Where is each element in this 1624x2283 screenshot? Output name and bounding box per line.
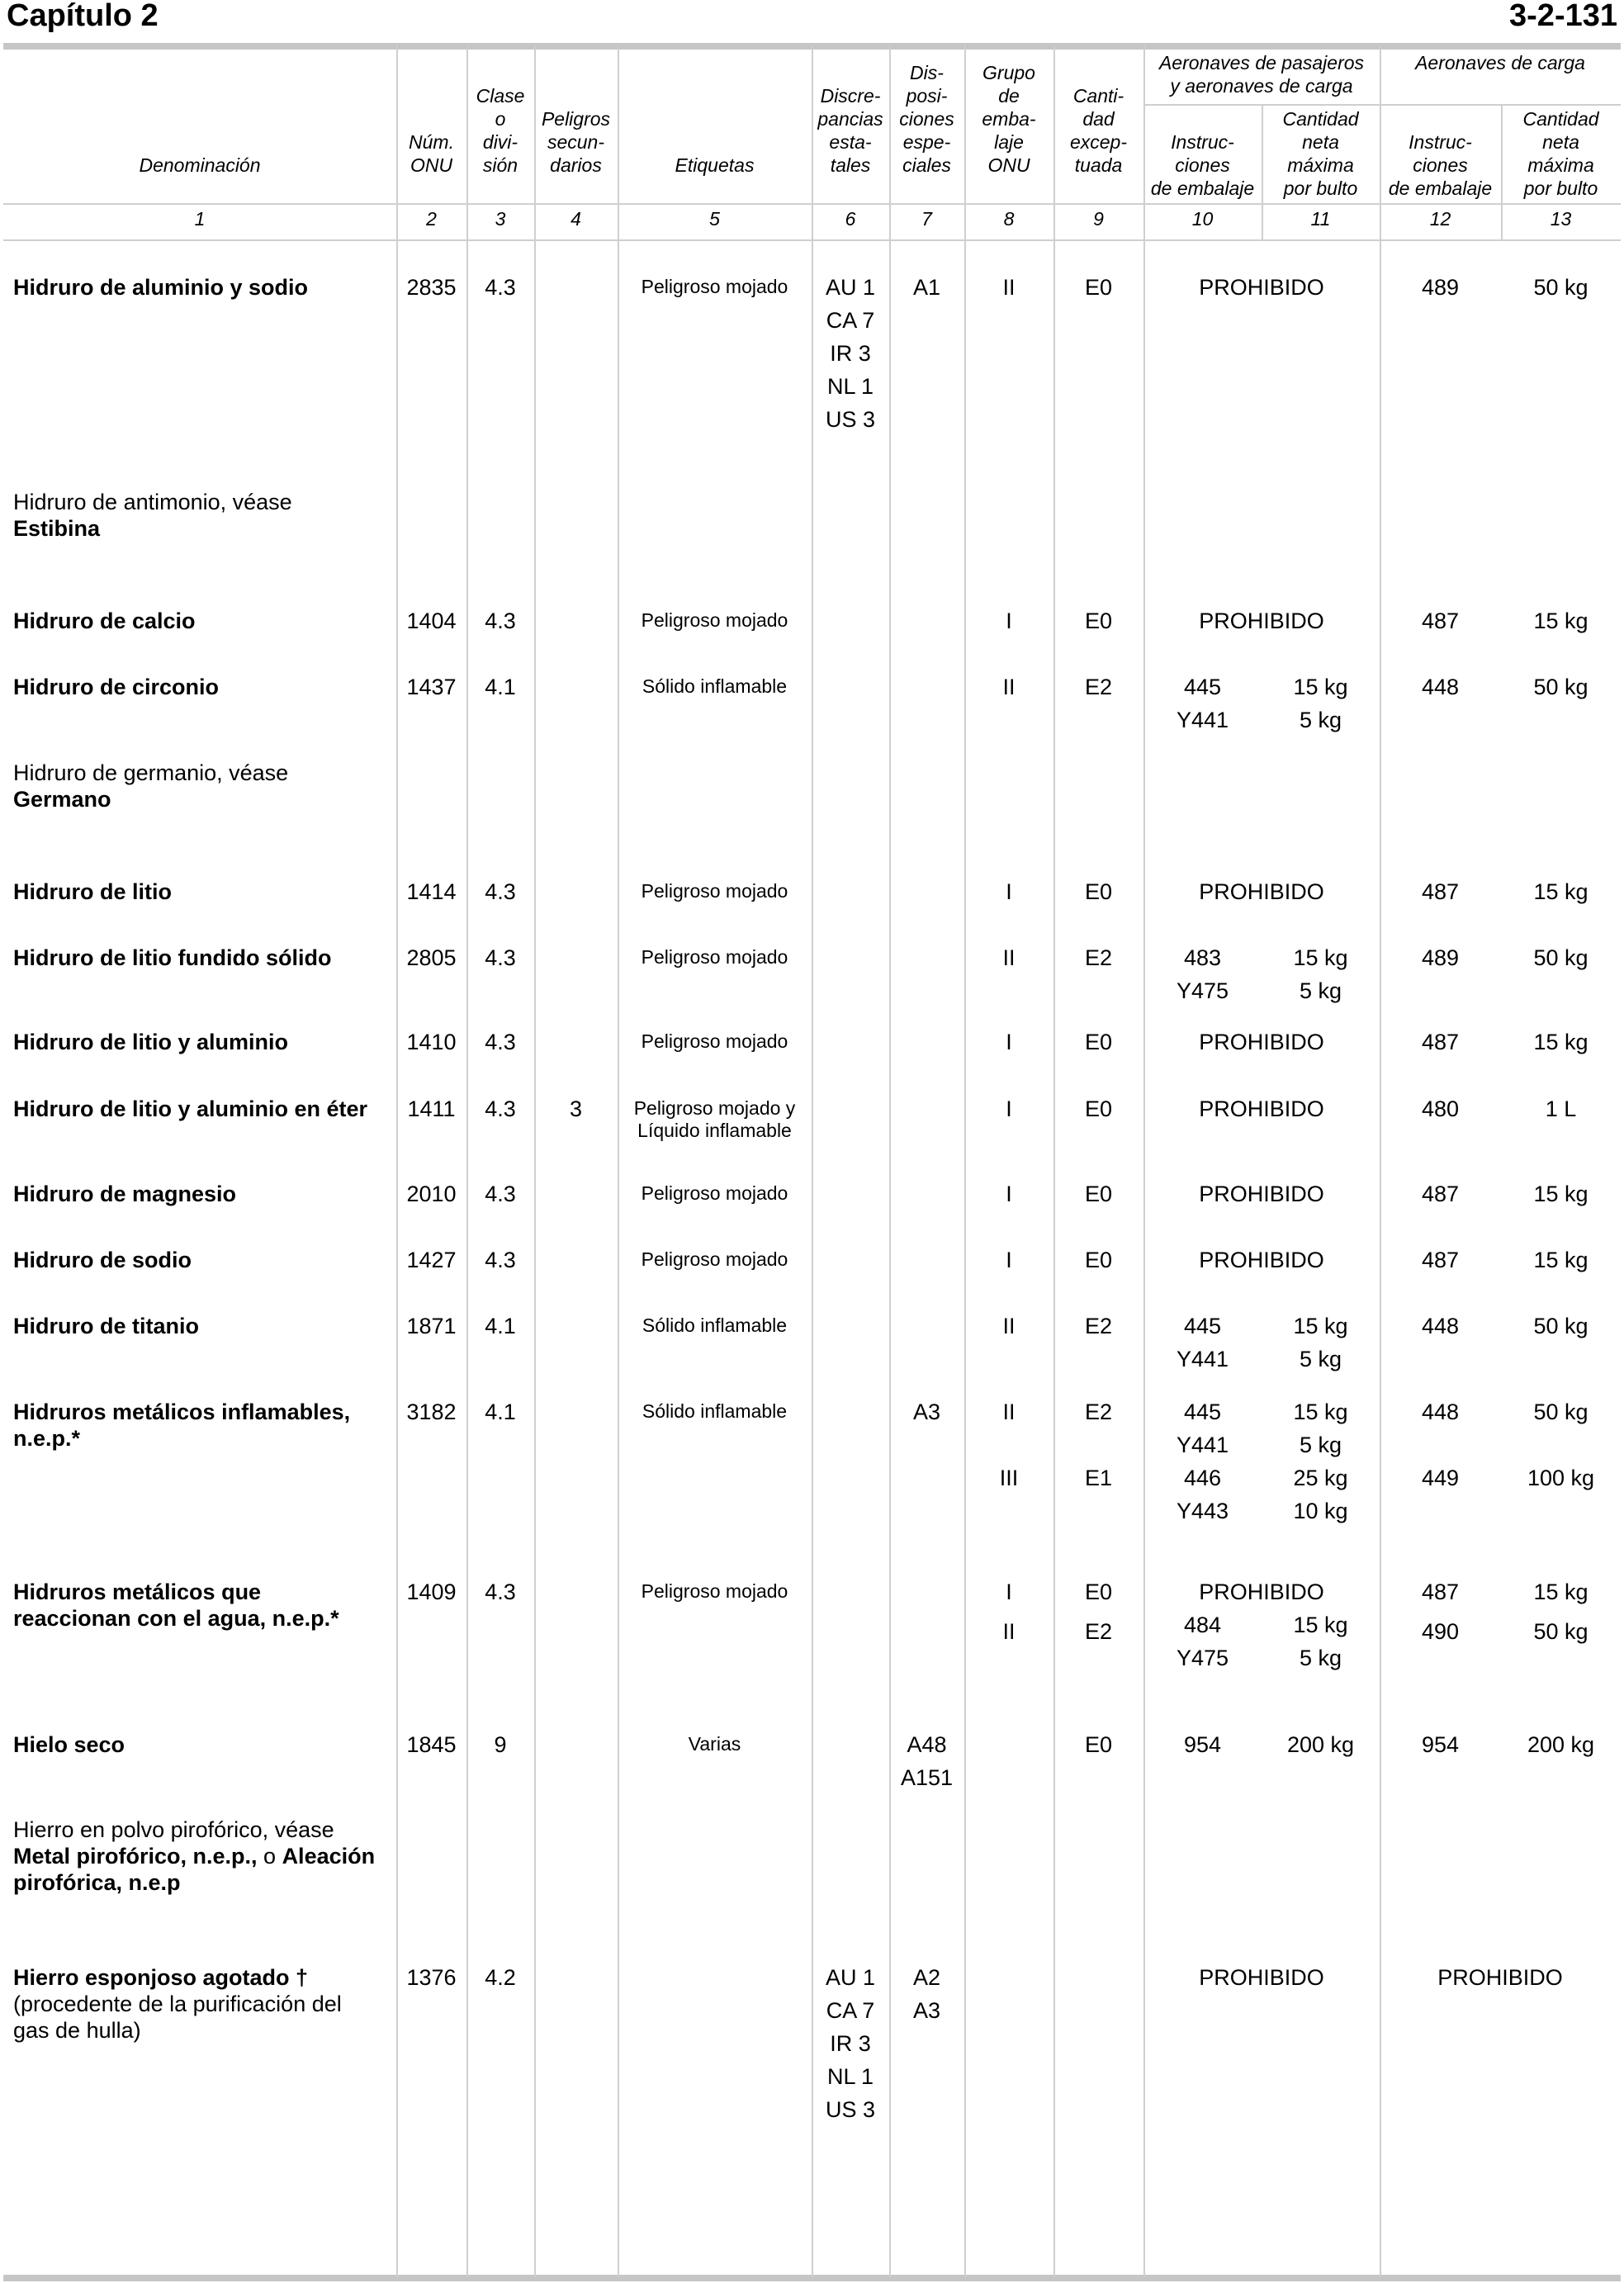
- pax-max-net-quantity: 5 kg: [1299, 1433, 1342, 1457]
- hazard-label: Peligroso mojado: [641, 1030, 788, 1052]
- reference-target: Aleación: [282, 1844, 376, 1869]
- column-number: 8: [1003, 208, 1015, 230]
- packing-group: II: [1002, 675, 1016, 699]
- substance-name: Hidruro de sodio: [13, 1248, 192, 1272]
- cargo-max-net-quantity: 50 kg: [1533, 275, 1588, 300]
- substance-name: Hidruros metálicos inflamables,: [13, 1400, 351, 1424]
- header-peligros: Peligros secun- darios: [541, 108, 611, 176]
- pax-packing-instruction: 483: [1183, 945, 1222, 970]
- denominacion-cell: [13, 879, 393, 905]
- header-aeronaves-carga: Aeronaves de carga: [1415, 52, 1585, 73]
- reference-text: Hidruro de germanio, véase: [13, 760, 289, 785]
- cargo-packing-instruction: 487: [1421, 879, 1460, 904]
- substance-name: Hidruro de aluminio y sodio: [13, 275, 309, 300]
- excepted-quantity: E0: [1084, 879, 1113, 904]
- cargo-packing-instruction: 487: [1421, 1182, 1460, 1206]
- pax-packing-instruction: Y475: [1176, 1646, 1229, 1670]
- class-division: 4.2: [485, 1965, 516, 1990]
- class-division: 4.3: [485, 879, 516, 904]
- header-num-onu: Núm. ONU: [409, 131, 454, 176]
- packing-group: I: [1006, 879, 1012, 904]
- excepted-quantity: E0: [1084, 609, 1113, 633]
- denominacion-cell: [13, 1816, 393, 1896]
- pax-prohibited: PROHIBIDO: [1199, 1097, 1324, 1121]
- packing-group: I: [1006, 1248, 1012, 1272]
- substance-name: reaccionan con el agua, n.e.p.*: [13, 1606, 339, 1631]
- header-cantidad-neta-pax: Cantidad neta máxima por bulto: [1282, 108, 1359, 199]
- hazard-label: Peligroso mojado: [641, 276, 788, 297]
- pax-packing-instruction: 445: [1183, 1314, 1222, 1338]
- denominacion-cell: [13, 674, 393, 700]
- col-divider: [618, 46, 619, 2277]
- reference-target: pirofórica, n.e.p: [13, 1870, 181, 1895]
- cargo-max-net-quantity: 100 kg: [1527, 1466, 1595, 1490]
- pax-max-net-quantity: 15 kg: [1293, 675, 1348, 699]
- hazard-label: Peligroso mojado: [641, 609, 788, 631]
- packing-group: I: [1006, 609, 1012, 633]
- cargo-max-net-quantity: 15 kg: [1533, 1248, 1588, 1272]
- cargo-packing-instruction: 489: [1421, 275, 1460, 300]
- pax-packing-instruction: Y443: [1176, 1499, 1229, 1523]
- substance-name: Hidruros metálicos que: [13, 1580, 262, 1604]
- excepted-quantity: E0: [1084, 1030, 1113, 1054]
- state-variation: AU 1: [825, 1965, 876, 1990]
- denominacion-cell: [13, 1313, 393, 1339]
- packing-group: I: [1006, 1097, 1012, 1121]
- class-division: 4.1: [485, 1314, 516, 1338]
- col-divider: [1053, 46, 1055, 2277]
- class-division: 4.1: [485, 675, 516, 699]
- pax-max-net-quantity: 10 kg: [1293, 1499, 1348, 1523]
- un-number: 3182: [406, 1400, 457, 1424]
- hazard-label: Peligroso mojado: [641, 946, 788, 968]
- cargo-max-net-quantity: 50 kg: [1533, 1619, 1588, 1644]
- denominacion-cell: [13, 945, 393, 971]
- state-variation: IR 3: [830, 341, 871, 366]
- cargo-max-net-quantity: 15 kg: [1533, 1580, 1588, 1604]
- hazard-label: Peligroso mojado: [641, 880, 788, 902]
- reference-target: Estibina: [13, 516, 101, 541]
- column-number: 2: [426, 208, 437, 230]
- hazard-label: Sólido inflamable: [642, 1314, 788, 1336]
- pax-packing-instruction: 484: [1183, 1613, 1222, 1637]
- cargo-packing-instruction: 487: [1421, 1248, 1460, 1272]
- reference-target: Germano: [13, 787, 111, 812]
- cargo-packing-instruction: 487: [1421, 1580, 1460, 1604]
- state-variation: IR 3: [830, 2031, 871, 2056]
- column-number: 7: [921, 208, 932, 230]
- cargo-packing-instruction: 489: [1421, 945, 1460, 970]
- special-provision: A1: [912, 275, 941, 300]
- packing-group: II: [1002, 1314, 1016, 1338]
- column-number: 1: [194, 208, 206, 230]
- substance-name: Hidruro de litio: [13, 879, 172, 904]
- special-provision: A3: [912, 1400, 941, 1424]
- pax-prohibited: PROHIBIDO: [1199, 1965, 1324, 1990]
- denominacion-cell: [13, 489, 393, 542]
- pax-max-net-quantity: 15 kg: [1293, 1613, 1348, 1637]
- packing-group: I: [1006, 1030, 1012, 1054]
- un-number: 1409: [406, 1580, 457, 1604]
- substance-name: Hidruro de magnesio: [13, 1182, 237, 1206]
- un-number: 1437: [406, 675, 457, 699]
- column-number: 3: [495, 208, 506, 230]
- cargo-max-net-quantity: 15 kg: [1533, 1182, 1588, 1206]
- state-variation: US 3: [825, 407, 876, 432]
- cargo-max-net-quantity: 50 kg: [1533, 675, 1588, 699]
- denominacion-cell: [13, 1247, 393, 1273]
- un-number: 1376: [406, 1965, 457, 1990]
- cargo-max-net-quantity: 15 kg: [1533, 609, 1588, 633]
- un-number: 1411: [407, 1097, 456, 1121]
- pax-packing-instruction: Y441: [1176, 1347, 1229, 1371]
- substance-name: Hidruro de litio fundido sólido: [13, 945, 332, 970]
- substance-name: Hidruro de circonio: [13, 675, 220, 699]
- state-variation: CA 7: [826, 1998, 875, 2023]
- cargo-packing-instruction: 490: [1421, 1619, 1460, 1644]
- cargo-max-net-quantity: 200 kg: [1527, 1732, 1595, 1757]
- state-variation: NL 1: [826, 374, 874, 399]
- class-division: 4.3: [485, 1580, 516, 1604]
- reference-text: o: [257, 1844, 282, 1869]
- pax-prohibited: PROHIBIDO: [1199, 1030, 1324, 1054]
- hazard-label: Sólido inflamable: [642, 1400, 788, 1422]
- substance-note: gas de hulla): [13, 2018, 141, 2043]
- excepted-quantity: E0: [1084, 1097, 1113, 1121]
- state-variation: NL 1: [826, 2064, 874, 2089]
- column-number: 5: [709, 208, 720, 230]
- cargo-max-net-quantity: 50 kg: [1533, 945, 1588, 970]
- col-divider: [396, 46, 398, 2277]
- cargo-max-net-quantity: 50 kg: [1533, 1400, 1588, 1424]
- substance-name: Hidruro de litio y aluminio: [13, 1030, 289, 1054]
- cargo-max-net-quantity: 50 kg: [1533, 1314, 1588, 1338]
- cargo-max-net-quantity: 15 kg: [1533, 879, 1588, 904]
- header-cantidad-exceptuada: Canti- dad excep- tuada: [1069, 85, 1128, 176]
- class-division: 4.3: [485, 275, 516, 300]
- excepted-quantity: E1: [1084, 1466, 1113, 1490]
- special-provision: A2: [912, 1965, 941, 1990]
- class-division: 4.3: [485, 609, 516, 633]
- excepted-quantity: E2: [1084, 675, 1113, 699]
- excepted-quantity: E0: [1084, 275, 1113, 300]
- substance-name: n.e.p.*: [13, 1426, 81, 1451]
- packing-group: II: [1002, 1619, 1016, 1644]
- hazard-label: Varias: [688, 1733, 741, 1755]
- header-instrucciones-pax: Instruc- ciones de embalaje: [1150, 131, 1255, 199]
- pax-max-net-quantity: 15 kg: [1293, 945, 1348, 970]
- cargo-max-net-quantity: 15 kg: [1533, 1030, 1588, 1054]
- excepted-quantity: E0: [1084, 1182, 1113, 1206]
- state-variation: US 3: [825, 2097, 876, 2122]
- header-aeronaves-pasajeros: Aeronaves de pasajeros y aeronaves de carga: [1158, 52, 1365, 97]
- substance-name: Hielo seco: [13, 1732, 125, 1757]
- subsidiary-hazard: 3: [569, 1097, 583, 1121]
- un-number: 1404: [406, 609, 457, 633]
- special-provision: A3: [912, 1998, 941, 2023]
- chapter-title: Capítulo 2: [7, 0, 159, 33]
- col-divider: [1380, 46, 1381, 2277]
- special-provision: A151: [900, 1765, 954, 1790]
- page-number: 3-2-131: [1509, 0, 1617, 33]
- header-etiquetas: Etiquetas: [675, 154, 755, 176]
- pax-max-net-quantity: 5 kg: [1299, 1347, 1342, 1371]
- packing-group: I: [1006, 1182, 1012, 1206]
- un-number: 1410: [406, 1030, 457, 1054]
- col-divider: [964, 46, 966, 2277]
- pax-packing-instruction: Y475: [1176, 978, 1229, 1003]
- pax-prohibited: PROHIBIDO: [1199, 879, 1324, 904]
- denominacion-cell: [13, 608, 393, 634]
- cargo-packing-instruction: 448: [1421, 1314, 1460, 1338]
- pax-max-net-quantity: 25 kg: [1293, 1466, 1348, 1490]
- un-number: 1845: [406, 1732, 457, 1757]
- hazard-label: Peligroso mojado: [641, 1580, 788, 1602]
- un-number: 1427: [406, 1248, 457, 1272]
- un-number: 2835: [406, 275, 457, 300]
- col-divider: [466, 46, 468, 2277]
- denominacion-cell: [13, 1181, 393, 1207]
- cargo-packing-instruction: 448: [1421, 675, 1460, 699]
- pax-prohibited: PROHIBIDO: [1199, 1182, 1324, 1206]
- reference-text: Hierro en polvo pirofórico, véase: [13, 1817, 334, 1842]
- pax-max-net-quantity: 5 kg: [1299, 978, 1342, 1003]
- column-number: 9: [1093, 208, 1104, 230]
- pax-max-net-quantity: 5 kg: [1299, 1646, 1342, 1670]
- hazard-label: Peligroso mojado: [641, 1182, 788, 1204]
- pax-packing-instruction: Y441: [1176, 1433, 1229, 1457]
- pax-max-net-quantity: 15 kg: [1293, 1314, 1348, 1338]
- column-number: 12: [1429, 208, 1451, 230]
- un-number: 2010: [406, 1182, 457, 1206]
- group-header-divider: [1143, 104, 1621, 106]
- col-divider: [889, 46, 891, 2277]
- column-number: 11: [1310, 208, 1331, 230]
- excepted-quantity: E2: [1084, 945, 1113, 970]
- denominacion-cell: [13, 1029, 393, 1055]
- cargo-packing-instruction: 480: [1421, 1097, 1460, 1121]
- cargo-packing-instruction: 448: [1421, 1400, 1460, 1424]
- excepted-quantity: E2: [1084, 1314, 1113, 1338]
- denominacion-cell: [13, 760, 393, 812]
- un-number: 1871: [406, 1314, 457, 1338]
- packing-group: I: [1006, 1580, 1012, 1604]
- pax-max-net-quantity: 5 kg: [1299, 708, 1342, 732]
- packing-group: III: [999, 1466, 1019, 1490]
- substance-name: Hierro esponjoso agotado †: [13, 1965, 309, 1990]
- header-disposiciones: Dis- posi- ciones espe- ciales: [899, 62, 954, 176]
- class-division: 4.3: [485, 1182, 516, 1206]
- denominacion-cell: [13, 1579, 393, 1632]
- header-clase: Clase o divi- sión: [476, 85, 525, 176]
- reference-target: Metal pirofórico, n.e.p.,: [13, 1844, 258, 1869]
- un-number: 1414: [406, 879, 457, 904]
- reference-text: Hidruro de antimonio, véase: [13, 490, 292, 514]
- excepted-quantity: E0: [1084, 1732, 1113, 1757]
- pax-prohibited: PROHIBIDO: [1199, 275, 1324, 300]
- header-grupo: Grupo de emba- laje ONU: [982, 62, 1036, 176]
- column-number: 6: [845, 208, 856, 230]
- denominacion-cell: [13, 274, 393, 301]
- class-division: 4.3: [485, 1097, 516, 1121]
- special-provision: A48: [907, 1732, 947, 1757]
- cargo-prohibited: PROHIBIDO: [1437, 1965, 1563, 1990]
- header-denominacion: Denominación: [139, 154, 261, 176]
- class-division: 4.3: [485, 1030, 516, 1054]
- excepted-quantity: E0: [1084, 1248, 1113, 1272]
- hazard-label: Sólido inflamable: [642, 675, 788, 697]
- column-number: 4: [571, 208, 581, 230]
- packing-group: II: [1002, 1400, 1016, 1424]
- cargo-max-net-quantity: 1 L: [1545, 1097, 1577, 1121]
- class-division: 4.1: [485, 1400, 516, 1424]
- header-cantidad-neta-carga: Cantidad neta máxima por bulto: [1522, 108, 1599, 199]
- pax-max-net-quantity: 200 kg: [1286, 1732, 1355, 1757]
- header-instrucciones-carga: Instruc- ciones de embalaje: [1388, 131, 1493, 199]
- packing-group: II: [1002, 945, 1016, 970]
- excepted-quantity: E2: [1084, 1619, 1113, 1644]
- column-number: 13: [1550, 208, 1572, 230]
- pax-prohibited: PROHIBIDO: [1199, 609, 1324, 633]
- pax-packing-instruction: 954: [1183, 1732, 1222, 1757]
- col-divider: [534, 46, 536, 2277]
- substance-name: Hidruro de titanio: [13, 1314, 199, 1338]
- pax-max-net-quantity: 15 kg: [1293, 1400, 1348, 1424]
- hazard-label: Peligroso mojado: [641, 1248, 788, 1270]
- pax-packing-instruction: 445: [1183, 675, 1222, 699]
- un-number: 2805: [406, 945, 457, 970]
- denominacion-cell: [13, 1731, 393, 1758]
- cargo-packing-instruction: 487: [1421, 609, 1460, 633]
- hazard-label: Peligroso mojado y: [633, 1097, 796, 1119]
- pax-packing-instruction: 446: [1183, 1466, 1222, 1490]
- excepted-quantity: E2: [1084, 1400, 1113, 1424]
- pax-prohibited: PROHIBIDO: [1199, 1580, 1324, 1604]
- substance-note: (procedente de la purificación del: [13, 1992, 342, 2016]
- pax-packing-instruction: Y441: [1176, 708, 1229, 732]
- class-division: 4.3: [485, 945, 516, 970]
- hazard-label: Líquido inflamable: [637, 1120, 792, 1141]
- denominacion-cell: [13, 1964, 393, 2044]
- excepted-quantity: E0: [1084, 1580, 1113, 1604]
- state-variation: CA 7: [826, 308, 875, 333]
- cargo-packing-instruction: 954: [1421, 1732, 1460, 1757]
- denominacion-cell: [13, 1096, 393, 1122]
- cargo-packing-instruction: 449: [1421, 1466, 1460, 1490]
- substance-name: Hidruro de litio y aluminio en éter: [13, 1097, 368, 1121]
- pax-prohibited: PROHIBIDO: [1199, 1248, 1324, 1272]
- col-divider: [1143, 46, 1145, 2277]
- column-number: 10: [1191, 208, 1214, 230]
- substance-name: Hidruro de calcio: [13, 609, 196, 633]
- class-division: 9: [494, 1732, 507, 1757]
- pax-packing-instruction: 445: [1183, 1400, 1222, 1424]
- state-variation: AU 1: [825, 275, 876, 300]
- denominacion-cell: [13, 1399, 393, 1452]
- class-division: 4.3: [485, 1248, 516, 1272]
- cargo-packing-instruction: 487: [1421, 1030, 1460, 1054]
- packing-group: II: [1002, 275, 1016, 300]
- header-discrepancias: Discre- pancias esta- tales: [817, 85, 883, 176]
